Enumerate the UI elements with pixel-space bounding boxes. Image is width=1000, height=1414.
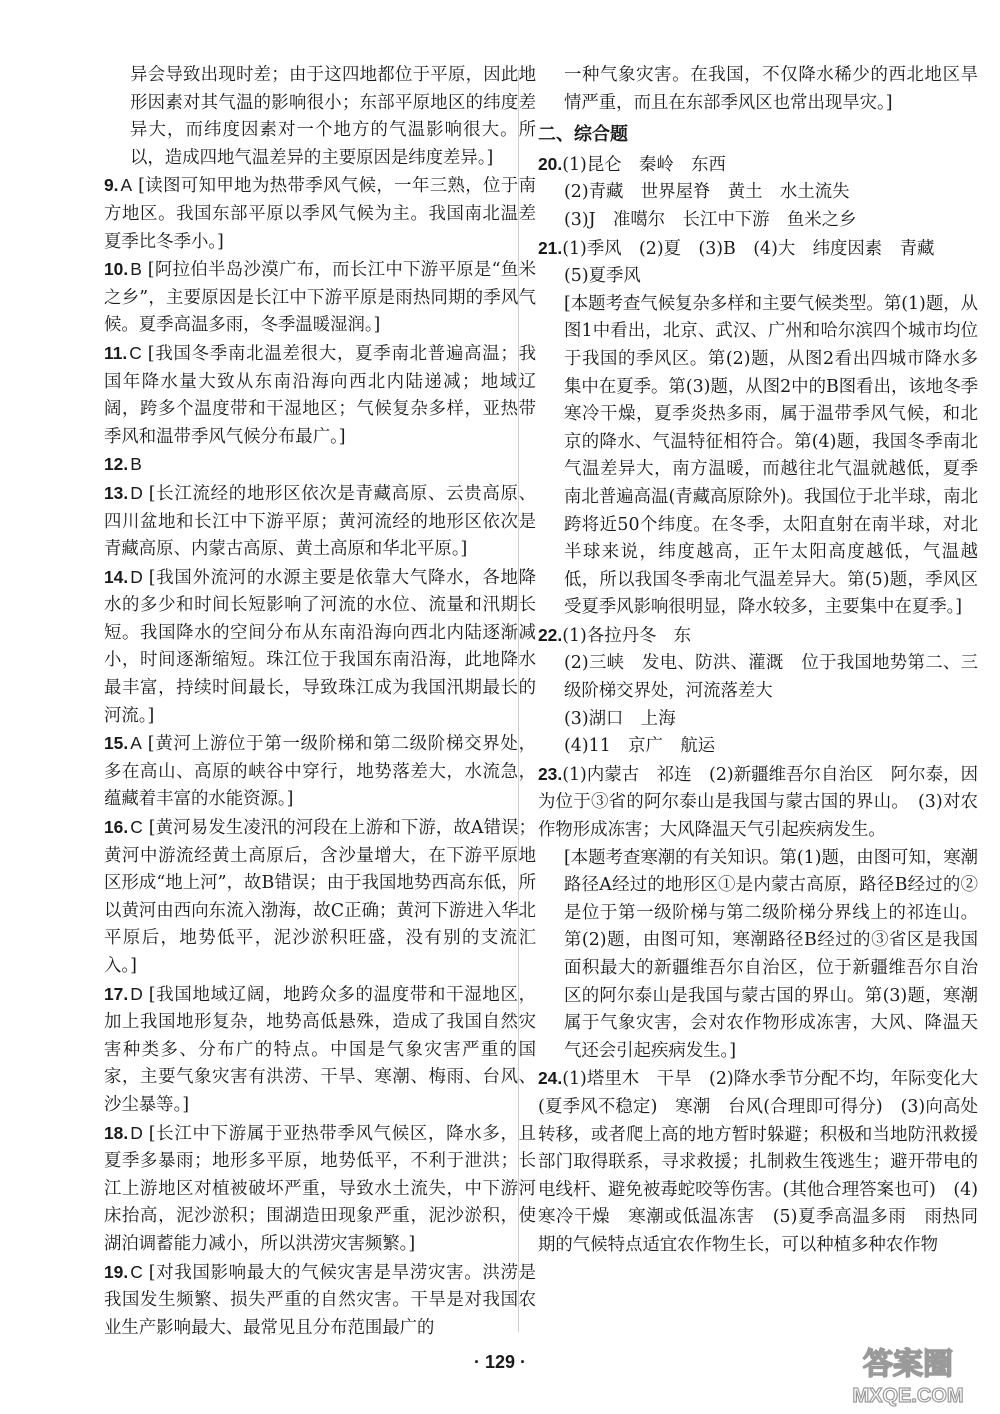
answer-20: 20.(1)昆仑 秦岭 东西 (2)青藏 世界屋脊 黄土 水土流失 (3)J 准噶尔 长江中下游 鱼米之乡: [538, 153, 857, 230]
section-title: 二、综合题: [538, 124, 628, 146]
left-column: [104, 62, 536, 1342]
answer-17: 17. D [我国地域辽阔，地跨众多的温度带和干湿地区，加上我国地形复杂，地势高低悬殊，造成了我国自然灾害种类多、分布广的特点。中国是气象灾害严重的国家，主要气象灾害有洪涝、干旱、寒潮、梅雨、台风、沙尘暴等。]: [104, 983, 536, 1115]
answer-16: 16. C [黄河易发生凌汛的河段在上游和下游，故A错误；黄河中游流经黄土高原后，含沙量增大，在下游平原地区形成“地上河”，故B错误；由于我国地势西高东低，所以黄河由西向东流入渤海，故C正确；黄河下游进入华北平原后，地势低平，泥沙淤积旺盛，没有别的支流汇入。]: [104, 817, 536, 976]
column-divider: [518, 70, 519, 1332]
right-column: [538, 62, 978, 1260]
continued-explanation-right: 一种气象灾害。在我国，不仅降水稀少的西北地区旱情严重，而且在东部季风区也常出现旱灾。]: [564, 65, 978, 113]
answer-18: 18. D [长江中下游属于亚热带季风气候区，降水多，且夏季多暴雨；地形多平原，地势低平，不利于泄洪；长江上游地区对植被破坏严重，导致水土流失，中下游河床抬高，泥沙淤积；围湖造田现象严重，泥沙淤积，使湖泊调蓄能力减小，所以洪涝灾害频繁。]: [104, 1122, 536, 1254]
answer-14: 14. D [我国外流河的水源主要是依靠大气降水，各地降水的多少和时间长短影响了河流的水位、流量和汛期长短。我国降水的空间分布从东南沿海向西北内陆逐渐减小，时间逐渐缩短。珠江位于我国东南沿海，此地降水最丰富，持续时间最长，导致珠江成为我国汛期最长的河流。]: [104, 566, 536, 726]
answer-9: 9. A [读图可知甲地为热带季风气候，一年三熟，位于南方地区。我国东部平原以季风气候为主。我国南北温差夏季比冬季小。]: [104, 175, 536, 252]
continued-explanation: 异会导致出现时差；由于这四地都位于平原，因此地形因素对其气温的影响很小；东部平原地区的纬度差异大，而纬度因素对一个地方的气温影响很大。所以，造成四地气温差异的主要原因是纬度差异。]: [130, 65, 536, 168]
answer-10: 10. B [阿拉伯半岛沙漠广布，而长江中下游平原是“鱼米之乡”，主要原因是长江中下游平原是雨热同期的季风气候。夏季高温多雨，冬季温暖湿润。]: [104, 259, 536, 336]
answer-12: 12. B: [104, 454, 142, 475]
answer-23: 23.(1)内蒙古 祁连 (2)新疆维吾尔自治区 阿尔泰，因为位于③省的阿尔泰山是我国与蒙古国的界山。 (3)对农作物形成冻害；大风降温天气引起疾病发生。 [本题考查寒潮的有关知识。第(1)题，由图可知，寒潮路径A经过的地形区①是内蒙古高原，路径B经过的②是位于第一级阶梯与第二级阶梯分界线上的祁连山。第(2)题，由图可知，寒潮路径B经过的③省区是我国面积最大的新疆维吾尔自治区，位于新疆维吾尔自治区的阿尔泰山是我国与蒙古国的界山。第(3)题，寒潮属于气象灾害，会对农作物形成冻害，大风、降温天气还会引起疾病发生。]: [538, 763, 979, 1061]
answer-22: 22.(1)各拉丹冬 东 (2)三峡 发电、防洪、灌溉 位于我国地势第二、三级阶梯交界处，河流落差大 (3)湖口 上海 (4)11 京广 航运: [538, 624, 978, 757]
answer-11: 11. C [我国冬季南北温差很大，夏季南北普遍高温；我国年降水量大致从东南沿海向西北内陆递减；地域辽阔，跨多个温度带和干湿地区；气候复杂多样，亚热带季风和温带季风气候分布最广。]: [104, 342, 536, 447]
answer-13: 13. D [长江流经的地形区依次是青藏高原、云贵高原、四川盆地和长江中下游平原；黄河流经的地形区依次是青藏高原、内蒙古高原、黄土高原和华北平原。]: [104, 482, 536, 560]
watermark-brand: 答案圈: [863, 1347, 953, 1382]
page-number: · 129 ·: [473, 1352, 527, 1372]
answer-24: 24.(1)塔里木 干旱 (2)降水季节分配不均，年际变化大(夏季风不稳定) 寒潮 台风(合理即可得分) (3)向高处转移，或者爬上高的地方暂时躲避；积极和当地防汛救援部门取得联系，寻求救援；扎制救生筏逃生；避开带电的电线杆、避免被毒蛇咬等伤害。(其他合理答案也可) (4)寒冷干燥 寒潮或低温冻害 (5)夏季高温多雨 雨热同期的气候特点适宜农作物生长，可以种植多种农作物: [538, 1068, 978, 1255]
answer-19: 19. C [对我国影响最大的气候灾害是旱涝灾害。洪涝是我国发生频繁、损失严重的自然灾害。干旱是对我国农业生产影响最大、最常见且分布范围最广的: [104, 1261, 536, 1338]
answer-21: 21.(1)季风 (2)夏 (3)B (4)大 纬度因素 青藏 (5)夏季风 [本题考查气候复杂多样和主要气候类型。第(1)题，从图1中看出，北京、武汉、广州和哈尔滨四个城市均位于我国的季风区。第(2)题，从图2看出四城市降水多集中在夏季。第(3)题，从图2中的B图看出，该地冬季寒冷干燥，夏季炎热多雨，属于温带季风气候，和北京的降水、气温特征相符合。第(4)题，我国冬季南北气温差异大，南方温暖，而越往北气温就越低，夏季南北普遍高温(青藏高原除外)。我国位于北半球，南北跨将近50个纬度。在冬季，太阳直射在南半球，对北半球来说，纬度越高，正午太阳高度越低，气温越低，所以我国冬季南北气温差异大。第(5)题，季风区受夏季风影响很明显，降水较多，主要集中在夏季。]: [538, 237, 979, 618]
watermark-logo: [824, 1338, 992, 1408]
answer-15: 15. A [黄河上游位于第一级阶梯和第二级阶梯交界处，多在高山、高原的峡谷中穿行，地势落差大，水流急，蕴藏着丰富的水能资源。]: [104, 733, 536, 810]
watermark-url: MXQE.COM: [852, 1385, 964, 1407]
